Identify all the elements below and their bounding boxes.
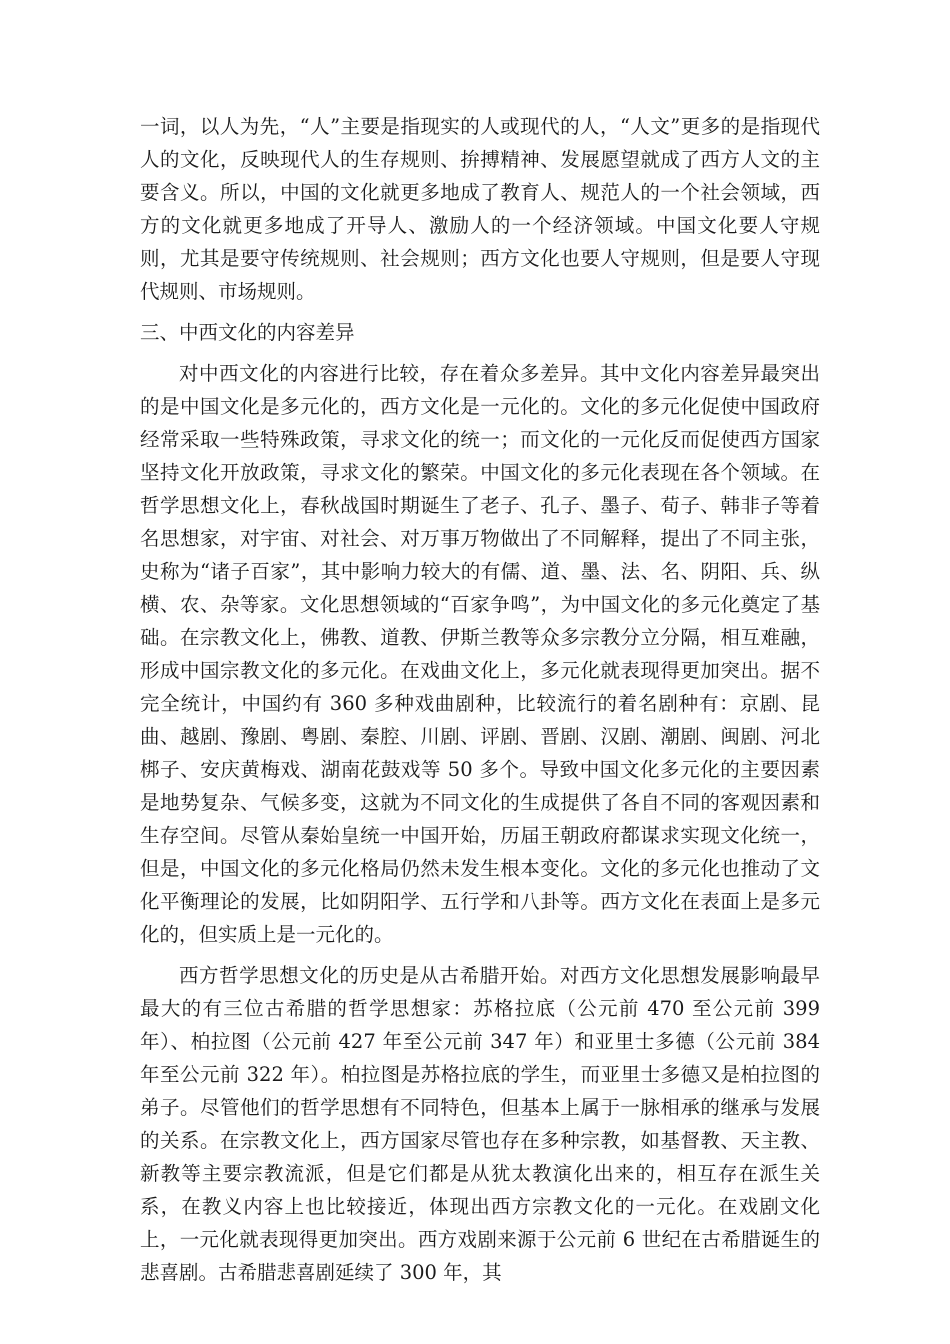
- section-heading: 三、中西文化的内容差异: [140, 321, 355, 344]
- document-body: [140, 110, 820, 1297]
- paragraph-western-philosophy: 西方哲学思想文化的历史是从古希腊开始。对西方文化思想发展影响最早最大的有三位古希腊的哲学思想家：苏格拉底（公元前 470 至公元前 399 年）、柏拉图（公元前 427 年至公元前 347 年）和亚里士多德（公元前 384 年至公元前 322 年）。柏拉图是苏格拉底的学生，而亚里士多德又是柏拉图的弟子。尽管他们的哲学思想有不同特色，但基本上属于一脉相承的继承与发展的关系。在宗教文化上，西方国家尽管也存在多种宗教，如基督教、天主教、新教等主要宗教流派，但是它们都是从犹太教演化出来的，相互存在派生关系，在教义内容上也比较接近，体现出西方宗教文化的一元化。在戏剧文化上，一元化就表现得更加突出。西方戏剧来源于公元前 6 世纪在古希腊诞生的悲喜剧。古希腊悲喜剧延续了 300 年，其: [140, 964, 820, 1284]
- paragraph-continuation: 一词，以人为先，“人”主要是指现实的人或现代的人，“人文”更多的是指现代人的文化，反映现代人的生存规则、拚搏精神、发展愿望就成了西方人文的主要含义。所以，中国的文化就更多地成了教育人、规范人的一个社会领域，西方的文化就更多地成了开导人、激励人的一个经济领域。中国文化要人守规则，尤其是要守传统规则、社会规则；西方文化也要人守规则，但是要人守现代规则、市场规则。: [140, 115, 820, 303]
- paragraph-content-diff: 对中西文化的内容进行比较，存在着众多差异。其中文化内容差异最突出的是中国文化是多元化的，西方文化是一元化的。文化的多元化促使中国政府经常采取一些特殊政策，寻求文化的统一；而文化的一元化反而促使西方国家坚持文化开放政策，寻求文化的繁荣。中国文化的多元化表现在各个领域。在哲学思想文化上，春秋战国时期诞生了老子、孔子、墨子、荀子、韩非子等着名思想家，对宇宙、对社会、对万事万物做出了不同解释，提出了不同主张，史称为“诸子百家”，其中影响力较大的有儒、道、墨、法、名、阴阳、兵、纵横、农、杂等家。文化思想领域的“百家争鸣”，为中国文化的多元化奠定了基础。在宗教文化上，佛教、道教、伊斯兰教等众多宗教分立分隔，相互难融，形成中国宗教文化的多元化。在戏曲文化上，多元化就表现得更加突出。据不完全统计，中国约有 360 多种戏曲剧种，比较流行的着名剧种有：京剧、昆曲、越剧、豫剧、粤剧、秦腔、川剧、评剧、晋剧、汉剧、潮剧、闽剧、河北梆子、安庆黄梅戏、湖南花鼓戏等 50 多个。导致中国文化多元化的主要因素是地势复杂、气候多变，这就为不同文化的生成提供了各自不同的客观因素和生存空间。尽管从秦始皇统一中国开始，历届王朝政府都谋求实现文化统一，但是，中国文化的多元化格局仍然未发生根本变化。文化的多元化也推动了文化平衡理论的发展，比如阴阳学、五行学和八卦等。西方文化在表面上是多元化的，但实质上是一元化的。: [140, 362, 820, 946]
